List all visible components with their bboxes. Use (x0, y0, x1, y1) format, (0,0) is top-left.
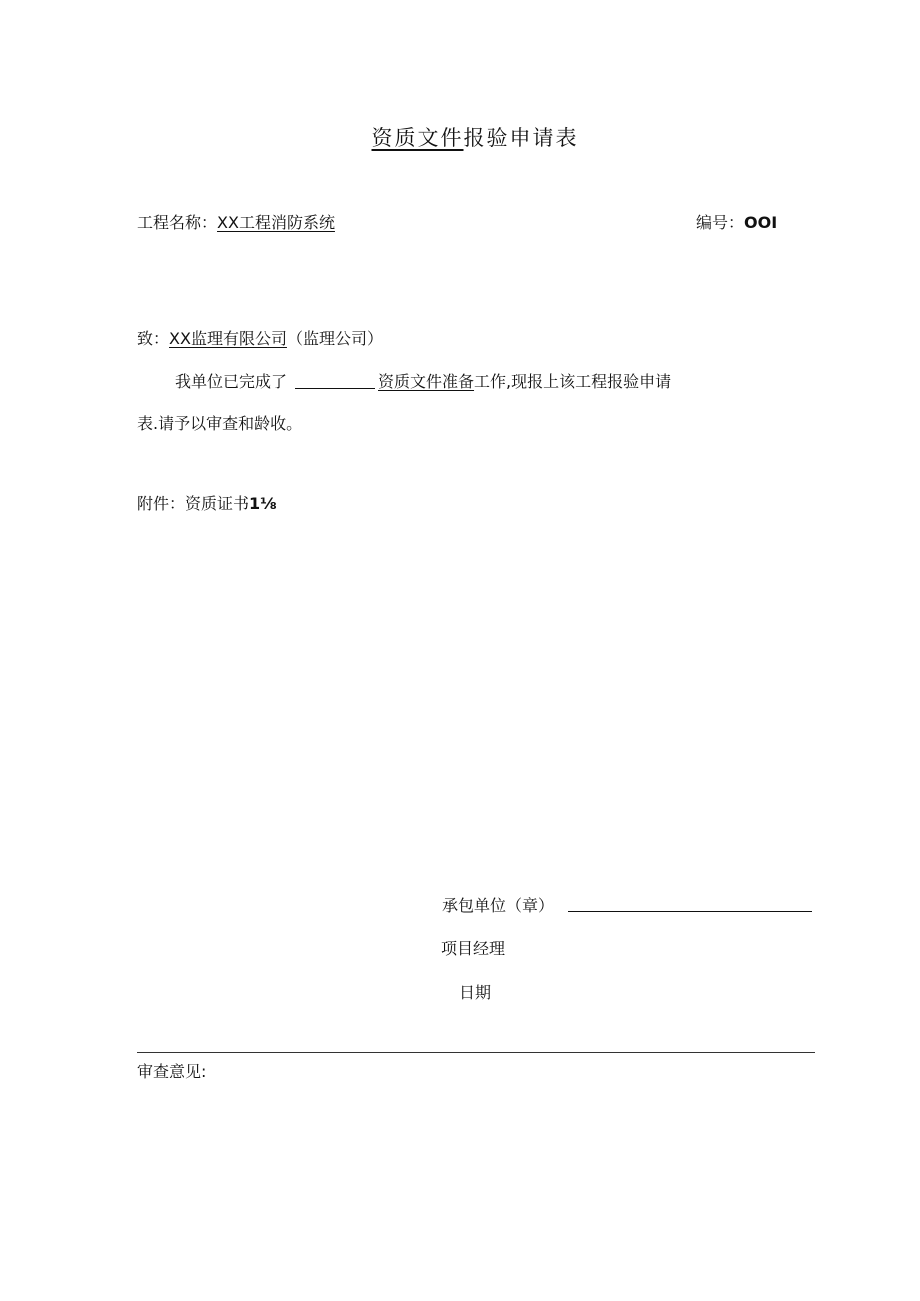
form-title-underlined: 资质文件 (371, 126, 464, 150)
fill-in-blank (295, 387, 375, 389)
recipient-suffix: （监理公司） (286, 329, 383, 348)
form-number-label: 编号： (696, 213, 745, 232)
review-opinion-label: 审查意见: (137, 1062, 207, 1081)
body-work-item: 资质文件准备 (378, 372, 475, 391)
body-line-2: 表.请予以审查和龄收。 (137, 414, 303, 433)
body-suffix: 工作,现报上该工程报验申请 (474, 372, 672, 391)
signature-line (568, 911, 812, 912)
body-line-1 (175, 371, 671, 393)
attachment-value: 1⅛ (249, 494, 277, 513)
form-number-value: OOI (744, 213, 778, 232)
recipient-row (137, 328, 383, 350)
body-prefix: 我单位已完成了 (175, 372, 288, 391)
project-name-row (137, 212, 335, 234)
section-divider (137, 1052, 815, 1053)
recipient-label: 致： (137, 329, 170, 348)
project-manager-label: 项目经理 (441, 939, 506, 958)
form-number-row (696, 212, 777, 234)
project-name-value: XX工程消防系统 (217, 213, 335, 232)
recipient-company: XX监理有限公司 (169, 329, 287, 348)
project-name-label: 工程名称： (137, 213, 218, 232)
form-title-rest: 报验申请表 (463, 126, 579, 150)
attachment-label: 附件：资质证书 (137, 494, 250, 513)
attachment-row (137, 493, 277, 515)
form-title (0, 122, 920, 152)
contractor-unit-label: 承包单位（章） (442, 896, 555, 915)
date-label: 日期 (459, 983, 492, 1002)
